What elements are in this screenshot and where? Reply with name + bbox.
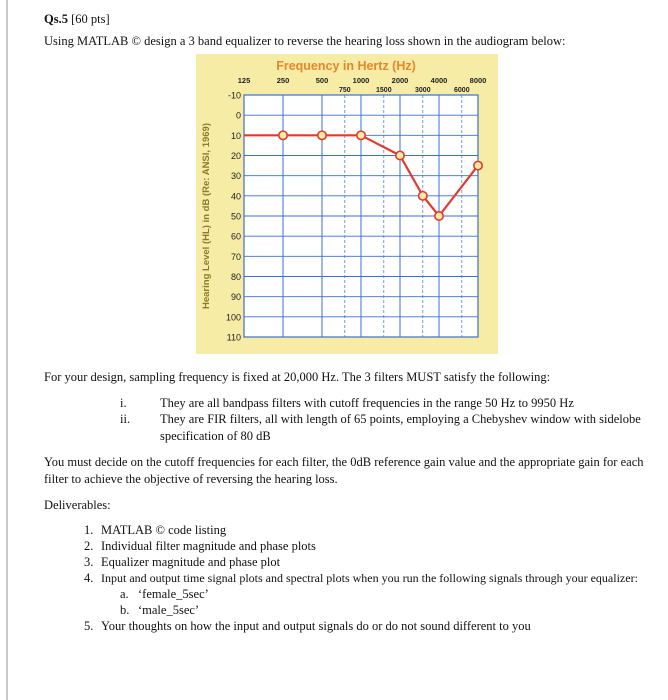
- data-point: [396, 151, 404, 159]
- data-point: [435, 212, 443, 220]
- requirement-2-line-2: specification of 80 dB: [160, 429, 271, 443]
- deliverable-5-marker: 5.: [84, 619, 94, 633]
- deliverable-3-marker: 3.: [84, 555, 94, 569]
- design-note-line-2: filter to achieve the objective of reversing the hearing loss.: [44, 472, 338, 486]
- question-number: Qs.5: [44, 12, 68, 26]
- y-tick-label: 100: [225, 312, 241, 323]
- sub-item-a-text: ‘female_5sec’: [138, 587, 209, 601]
- deliverable-4-text: Input and output time signal plots and spectral plots when you run the following signals through your equalizer:: [101, 571, 638, 585]
- requirement-1-marker: i.: [120, 396, 127, 410]
- deliverable-4-marker: 4.: [84, 571, 94, 585]
- y-tick-label: 50: [230, 211, 241, 222]
- sub-item-b-text: ‘male_5sec’: [138, 603, 200, 617]
- design-note-line-1: You must decide on the cutoff frequencies for each filter, the 0dB reference gain value and the appropriate gain for each: [44, 455, 644, 469]
- y-tick-label: 20: [230, 151, 241, 161]
- y-tick-label: -10: [227, 90, 241, 101]
- x-tick-label-bottom: 6000: [454, 87, 470, 94]
- deliverable-3-text: Equalizer magnitude and phase plot: [101, 555, 281, 569]
- data-point: [419, 192, 427, 200]
- x-tick-label-bottom: 1500: [376, 87, 392, 94]
- y-tick-label: 10: [230, 130, 241, 141]
- deliverables-heading: Deliverables:: [44, 498, 111, 512]
- page-edge: [6, 0, 8, 700]
- question-points: [60 pts]: [71, 12, 110, 26]
- requirement-2-marker: ii.: [120, 412, 131, 426]
- x-tick-label-bottom: 3000: [415, 87, 431, 94]
- requirement-1-text: They are all bandpass filters with cutoff frequencies in the range 50 Hz to 9950 Hz: [160, 396, 574, 410]
- data-point: [357, 131, 365, 139]
- x-tick-label-top: 250: [276, 76, 290, 85]
- design-intro: For your design, sampling frequency is fixed at 20,000 Hz. The 3 filters MUST satisfy the following:: [44, 370, 551, 384]
- question-heading: [44, 12, 110, 27]
- question-prompt: Using MATLAB © design a 3 band equalizer to reverse the hearing loss shown in the audiogram below:: [44, 34, 566, 48]
- x-tick-label-top: 125: [237, 76, 251, 85]
- y-tick-label: 30: [230, 171, 241, 182]
- y-axis-label: Hearing Level (HL) in dB (Re: ANSI, 1969): [201, 123, 212, 309]
- x-tick-label-top: 8000: [469, 76, 487, 85]
- data-point: [318, 131, 326, 139]
- audiogram-chart: [196, 54, 498, 354]
- x-tick-label-top: 2000: [391, 76, 409, 85]
- deliverable-1-text: MATLAB © code listing: [101, 523, 227, 537]
- requirement-2-line-1: They are FIR filters, all with length of 65 points, employing a Chebyshev window with sidelobe: [160, 412, 641, 426]
- y-tick-label: 70: [230, 251, 241, 262]
- sub-item-a-marker: a.: [120, 587, 129, 601]
- deliverable-2-marker: 2.: [84, 539, 94, 553]
- x-tick-label-top: 1000: [352, 76, 370, 85]
- data-point: [279, 131, 287, 139]
- deliverable-2-text: Individual filter magnitude and phase plots: [101, 539, 316, 553]
- deliverable-5-text: Your thoughts on how the input and output signals do or do not sound different to you: [101, 619, 531, 633]
- x-tick-label-top: 4000: [430, 76, 448, 85]
- y-tick-label: 80: [230, 272, 241, 282]
- y-tick-label: 60: [230, 231, 241, 242]
- x-tick-label-top: 500: [315, 76, 329, 85]
- y-tick-label: 0: [235, 110, 241, 121]
- data-point: [474, 161, 482, 169]
- y-tick-label: 40: [230, 191, 241, 202]
- x-tick-label-bottom: 750: [338, 87, 351, 94]
- y-tick-label: 90: [230, 292, 241, 303]
- y-tick-label: 110: [226, 332, 241, 343]
- sub-item-b-marker: b.: [120, 603, 130, 617]
- chart-title: Frequency in Hertz (Hz): [276, 59, 416, 73]
- deliverable-1-marker: 1.: [84, 523, 94, 537]
